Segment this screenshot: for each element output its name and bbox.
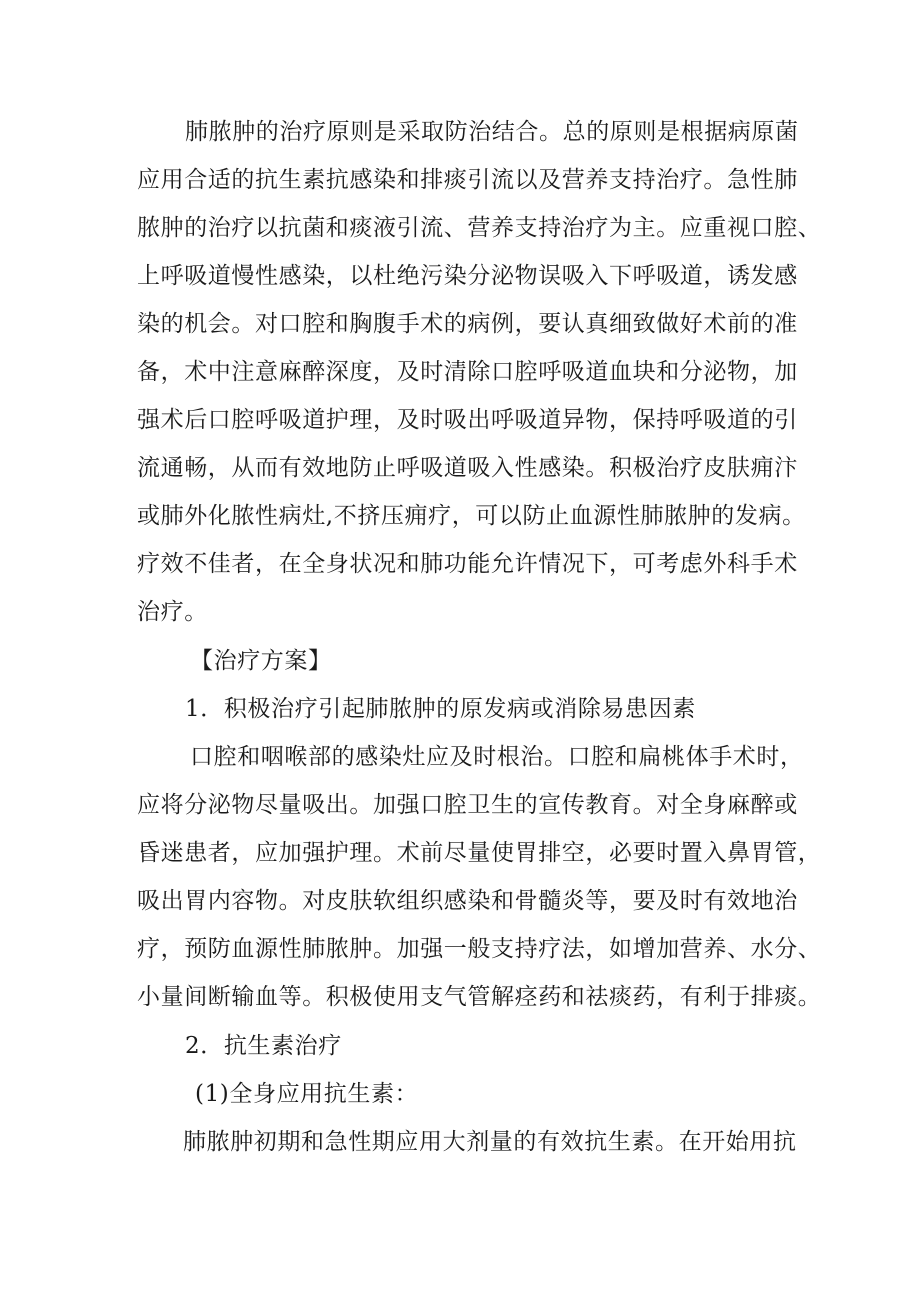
paragraph-line: 小量间断输血等。积极使用支气管解痉药和祛痰药，有利于排痰。 [137, 984, 822, 1010]
paragraph-line: 疗，预防血源性肺脓肿。加强一般支持疗法，如增加营养、水分、 [137, 936, 822, 962]
paragraph-line: 昏迷患者，应加强护理。术前尽量使胃排空，必要时置入鼻胃管， [137, 840, 822, 866]
paragraph-line: 上呼吸道慢性感染，以杜绝污染分泌物误吸入下呼吸道，诱发感 [137, 263, 798, 289]
section-heading: 【治疗方案】 [190, 648, 332, 674]
paragraph-line: 治疗。 [137, 599, 208, 625]
sub-heading: (1)全身应用抗生素： [195, 1081, 419, 1107]
paragraph-line: 肺脓肿初期和急性期应用大剂量的有效抗生素。在开始用抗 [183, 1129, 797, 1155]
item-heading: 1．积极治疗引起肺脓肿的原发病或消除易患因素 [185, 696, 696, 722]
paragraph-line: 口腔和咽喉部的感染灶应及时根治。口腔和扁桃体手术时， [190, 744, 804, 770]
paragraph-line: 应将分泌物尽量吸出。加强口腔卫生的宣传教育。对全身麻醉或 [137, 792, 798, 818]
paragraph-line: 染的机会。对口腔和胸腹手术的病例，要认真细致做好术前的准 [137, 311, 798, 337]
paragraph-line: 肺脓肿的治疗原则是采取防治结合。总的原则是根据病原菌 [185, 119, 799, 145]
item-heading: 2．抗生素治疗 [185, 1033, 342, 1059]
paragraph-line: 脓肿的治疗以抗菌和痰液引流、营养支持治疗为主。应重视口腔、 [137, 215, 822, 241]
paragraph-line: 或肺外化脓性病灶,不挤压痈疗，可以防止血源性肺脓肿的发病。 [137, 503, 806, 529]
paragraph-line: 备，术中注意麻醉深度，及时清除口腔呼吸道血块和分泌物，加 [137, 359, 798, 385]
paragraph-line: 吸出胃内容物。对皮肤软组织感染和骨髓炎等，要及时有效地治 [137, 888, 798, 914]
paragraph-line: 应用合适的抗生素抗感染和排痰引流以及营养支持治疗。急性肺 [137, 167, 798, 193]
paragraph-line: 流通畅，从而有效地防止呼吸道吸入性感染。积极治疗皮肤痈汴 [137, 455, 798, 481]
paragraph-line: 强术后口腔呼吸道护理，及时吸出呼吸道异物，保持呼吸道的引 [137, 407, 798, 433]
paragraph-line: 疗效不佳者，在全身状况和肺功能允许情况下，可考虑外科手术 [137, 551, 798, 577]
